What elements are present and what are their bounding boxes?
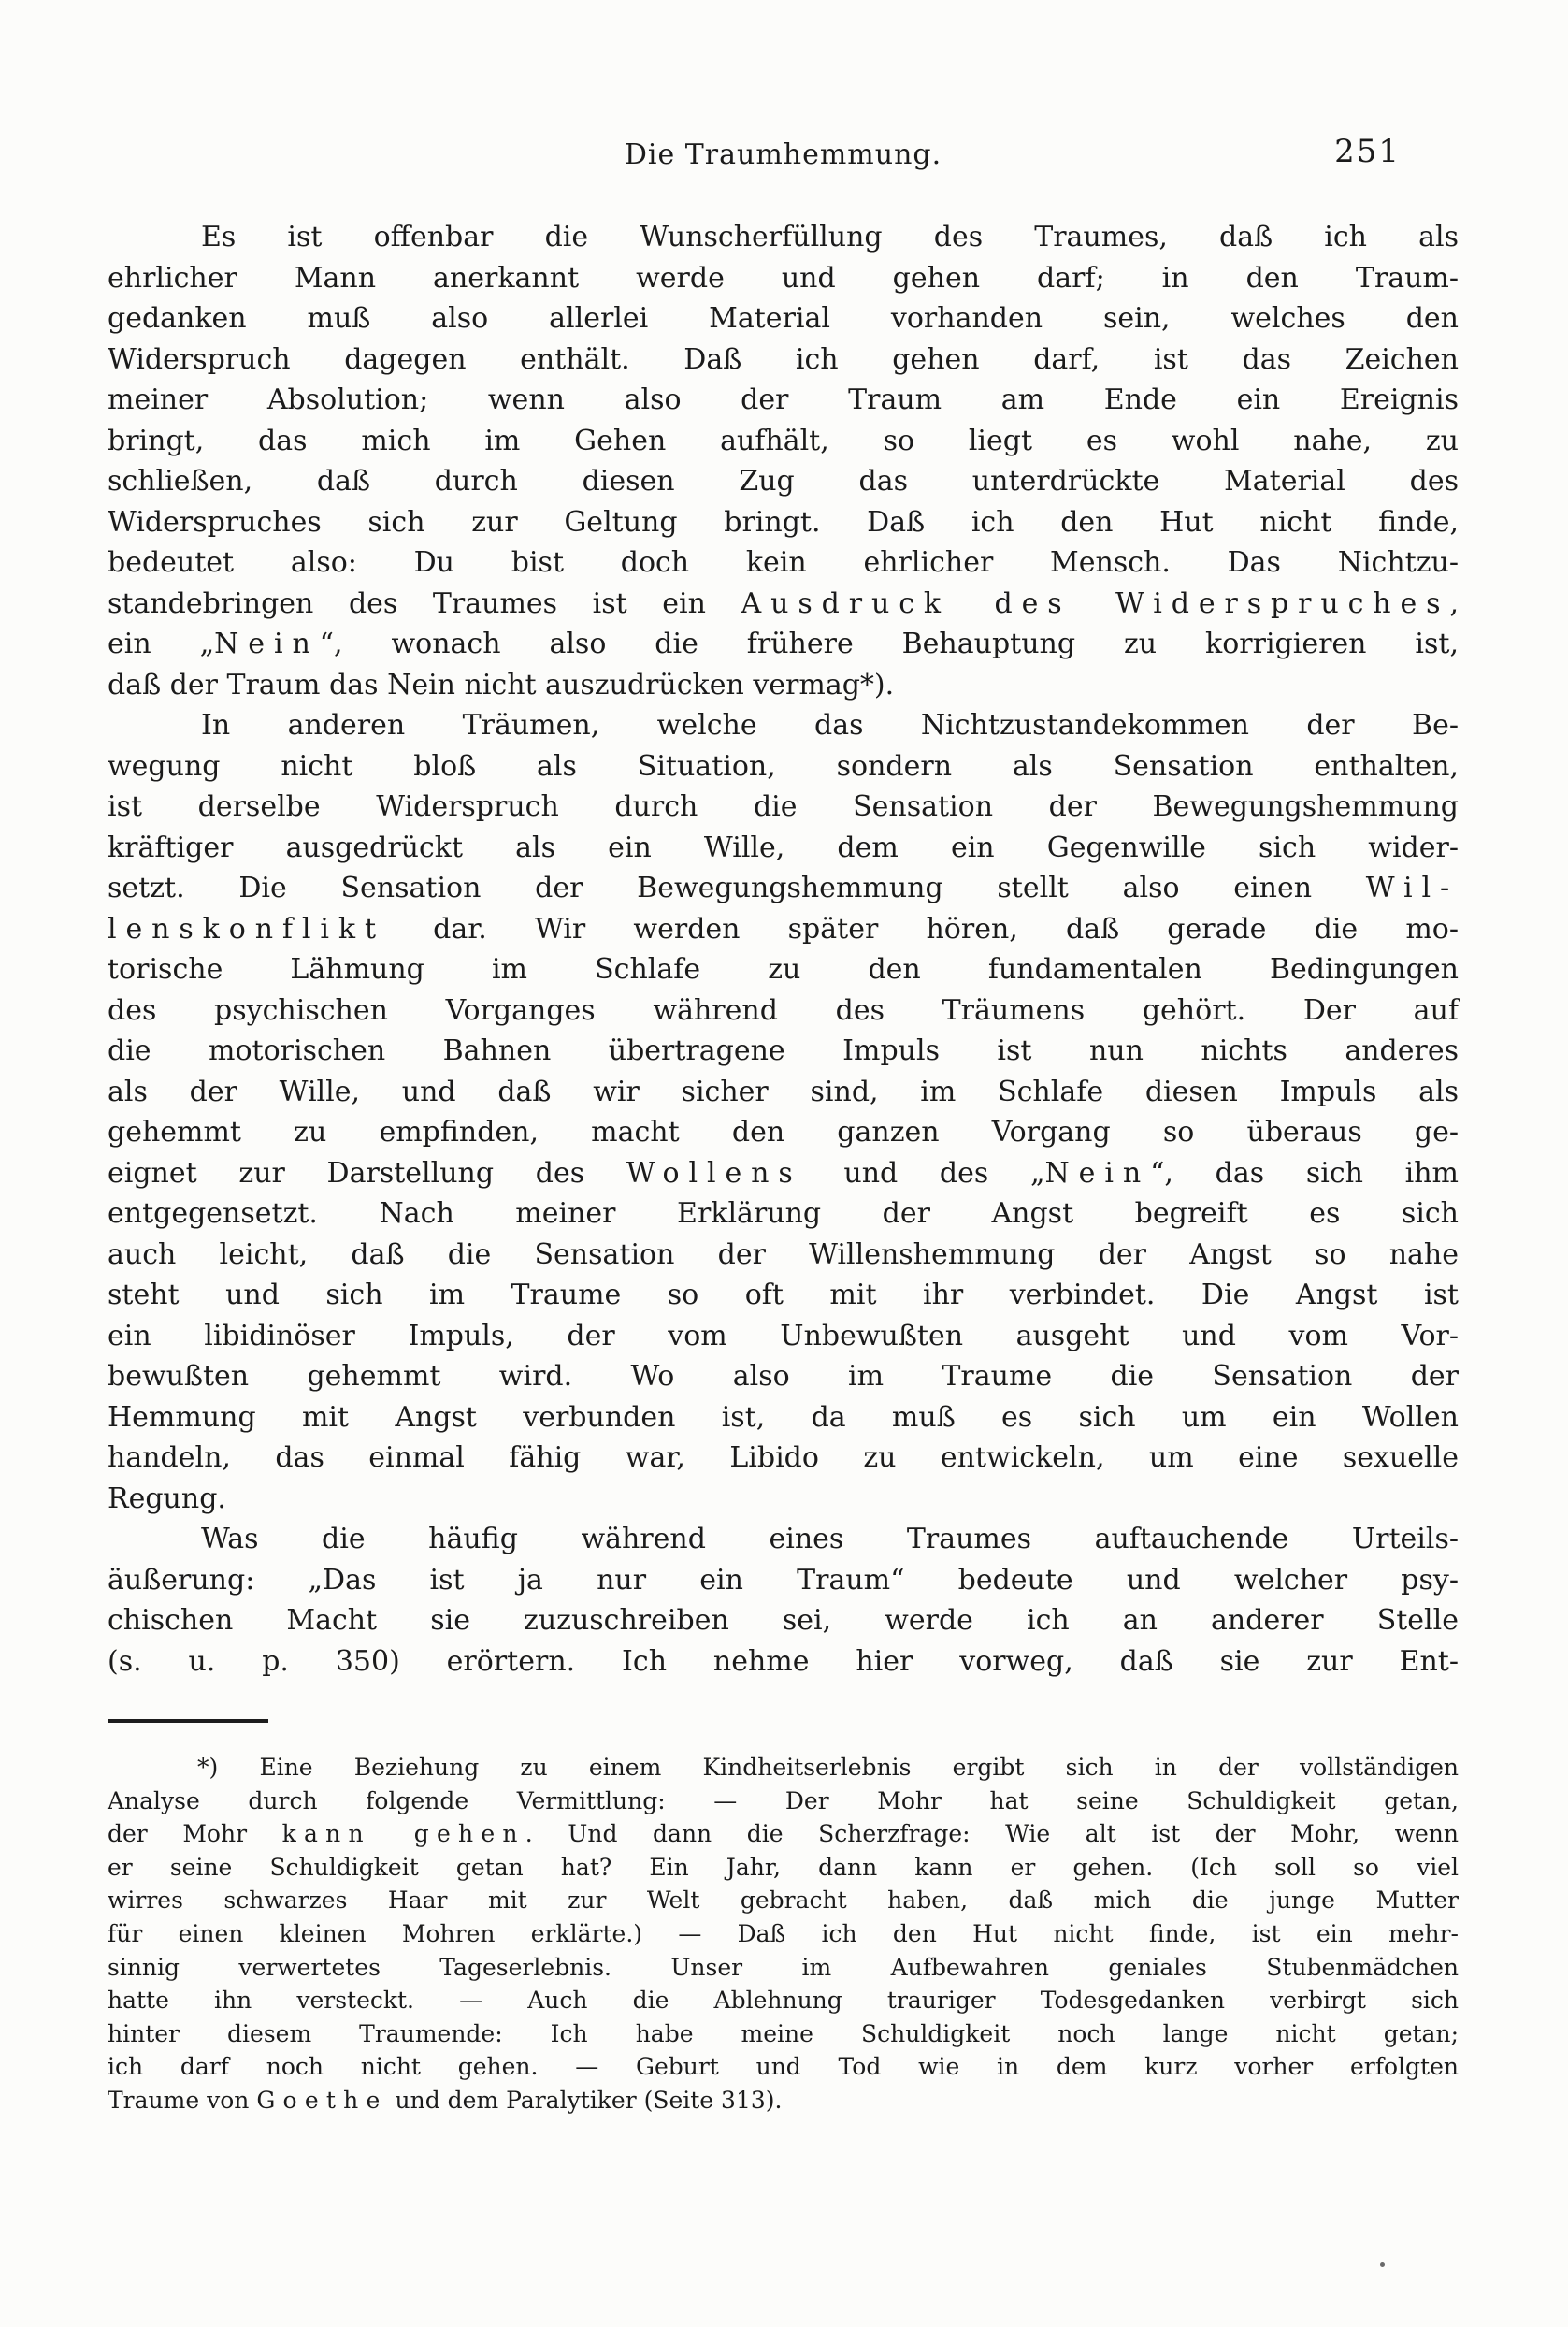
emphasized-spaced-text: Nein	[214, 628, 320, 660]
text-line: ich darf noch nicht gehen. — Geburt und Tod wie in dem kurz vorher erfolgten	[108, 2053, 1459, 2081]
text-line: daß der Traum das Nein nicht auszudrücken vermag*).	[108, 668, 895, 701]
text-line: hinter diesem Traumende: Ich habe meine Schuldigkeit noch lange nicht getan;	[108, 2019, 1459, 2047]
text-line: bewußten gehemmt wird. Wo also im Traume die Sensation der	[108, 1360, 1459, 1393]
text-line: Es ist offenbar die Wunscherfüllung des Traumes, daß ich als	[201, 221, 1459, 253]
text-line: wegung nicht bloß als Situation, sondern als Sensation enthalten,	[108, 749, 1459, 783]
body-text	[108, 217, 1459, 1682]
text-line: lenskonflikt dar. Wir werden später hören, daß gerade die mo-	[108, 912, 1459, 946]
text-line: Was die häufig während eines Traumes auftauchende Urteils-	[201, 1523, 1459, 1555]
text-line: für einen kleinen Mohren erklärte.) — Daß ich den Hut nicht finde, ist ein mehr-	[108, 1919, 1459, 1947]
text-line: ein „Nein“, wonach also die frühere Behauptung zu korrigieren ist,	[108, 628, 1460, 660]
text-line: die motorischen Bahnen übertragene Impuls ist nun nichts anderes	[108, 1034, 1459, 1067]
text-line: wirres schwarzes Haar mit zur Welt gebracht haben, daß mich die junge Mutter	[108, 1886, 1459, 1915]
text-line: er seine Schuldigkeit getan hat? Ein Jahr, dann kann er gehen. (Ich soll so viel	[108, 1853, 1459, 1881]
text-line: Hemmung mit Angst verbunden ist, da muß es sich um ein Wollen	[108, 1400, 1459, 1434]
text-line: gedanken muß also allerlei Material vorhanden sein, welches den	[108, 302, 1459, 335]
page-number: 251	[1334, 133, 1401, 170]
text-line: meiner Absolution; wenn also der Traum am Ende ein Ereignis	[108, 383, 1459, 416]
text-line: bedeutet also: Du bist doch kein ehrlicher Mensch. Das Nichtzu-	[108, 546, 1459, 579]
paragraph	[108, 217, 1459, 705]
text-line: steht und sich im Traume so oft mit ihr verbindet. Die Angst ist	[108, 1279, 1459, 1311]
emphasized-spaced-text: Wollens	[626, 1156, 802, 1190]
text-line: ehrlicher Mann anerkannt werde und gehen darf; in den Traum-	[108, 261, 1459, 295]
text-line: eignet zur Darstellung des Wollens und des „Nein“, das sich ihm	[108, 1156, 1460, 1190]
emphasized-spaced-text: Goethe	[256, 2086, 388, 2114]
text-line: torische Lähmung im Schlafe zu den fundamentalen Bedingungen	[108, 953, 1459, 986]
text-line: setzt. Die Sensation der Bewegungshemmung stellt also einen Wil-	[108, 872, 1459, 904]
emphasized-spaced-text: Ausdruck des Widerspruches	[741, 586, 1450, 620]
text-line: Analyse durch folgende Vermittlung: — Der Mohr hat seine Schuldigkeit getan,	[108, 1786, 1459, 1814]
text-line: (s. u. p. 350) erörtern. Ich nehme hier vorweg, daß sie zur Ent-	[108, 1644, 1459, 1678]
running-title: Die Traumhemmung.	[624, 138, 942, 171]
scan-artifact-dot	[1380, 2262, 1385, 2267]
text-line: Widerspruch dagegen enthält. Daß ich gehen darf, ist das Zeichen	[108, 342, 1459, 376]
text-line: äußerung: „Das ist ja nur ein Traum“ bedeute und welcher psy-	[108, 1563, 1459, 1597]
text-line: *) Eine Beziehung zu einem Kindheitserlebnis ergibt sich in der vollständigen	[197, 1754, 1459, 1781]
text-line: handeln, das einmal fähig war, Libido zu entwickeln, um eine sexuelle	[108, 1441, 1459, 1474]
page-header	[108, 0, 1459, 181]
paragraph	[108, 705, 1459, 1519]
text-line: sinnig verwertetes Tageserlebnis. Unser im Aufbewahren geniales Stubenmädchen	[108, 1953, 1459, 1981]
text-line: gehemmt zu empfinden, macht den ganzen Vorgang so überaus ge-	[108, 1116, 1459, 1149]
text-line: hatte ihn versteckt. — Auch die Ablehnung trauriger Todesgedanken verbirgt sich	[108, 1987, 1459, 2015]
emphasized-spaced-text: Nein	[1044, 1156, 1151, 1190]
text-line: Regung.	[108, 1481, 226, 1515]
text-line: standebringen des Traumes ist ein Ausdruck des Widerspruches,	[108, 586, 1459, 620]
paragraph	[108, 1519, 1459, 1682]
text-line: Traume von Goethe und dem Paralytiker (Seite 313).	[108, 2086, 783, 2114]
emphasized-spaced-text: Wil-	[1365, 872, 1459, 904]
text-line: ein libidinöser Impuls, der vom Unbewußten ausgeht und vom Vor-	[108, 1319, 1459, 1352]
text-line: entgegensetzt. Nach meiner Erklärung der Angst begreift es sich	[108, 1197, 1459, 1230]
footnote	[108, 1751, 1459, 2117]
text-line: bringt, das mich im Gehen aufhält, so liegt es wohl nahe, zu	[108, 424, 1459, 457]
emphasized-spaced-text: kann gehen	[281, 1820, 525, 1848]
text-line: chischen Macht sie zuzuschreiben sei, werde ich an anderer Stelle	[108, 1604, 1459, 1637]
text-line: kräftiger ausgedrückt als ein Wille, dem ein Gegenwille sich wider-	[108, 831, 1459, 864]
text-line: In anderen Träumen, welche das Nichtzustandekommen der Be-	[201, 709, 1459, 742]
text-line: ist derselbe Widerspruch durch die Sensation der Bewegungshemmung	[108, 790, 1459, 823]
text-line: als der Wille, und daß wir sicher sind, im Schlafe diesen Impuls als	[108, 1075, 1459, 1108]
text-line: des psychischen Vorganges während des Träumens gehört. Der auf	[108, 993, 1459, 1027]
footnote-separator	[108, 1719, 268, 1723]
paragraph	[108, 1751, 1459, 2117]
emphasized-spaced-text: lenskonflikt	[108, 912, 385, 946]
text-line: schließen, daß durch diesen Zug das unterdrückte Material des	[108, 465, 1459, 498]
text-line: auch leicht, daß die Sensation der Willenshemmung der Angst so nahe	[108, 1237, 1459, 1271]
text-line: der Mohr kann gehen. Und dann die Scherzfrage: Wie alt ist der Mohr, wenn	[108, 1820, 1460, 1848]
text-line: Widerspruches sich zur Geltung bringt. Daß ich den Hut nicht finde,	[108, 505, 1459, 539]
